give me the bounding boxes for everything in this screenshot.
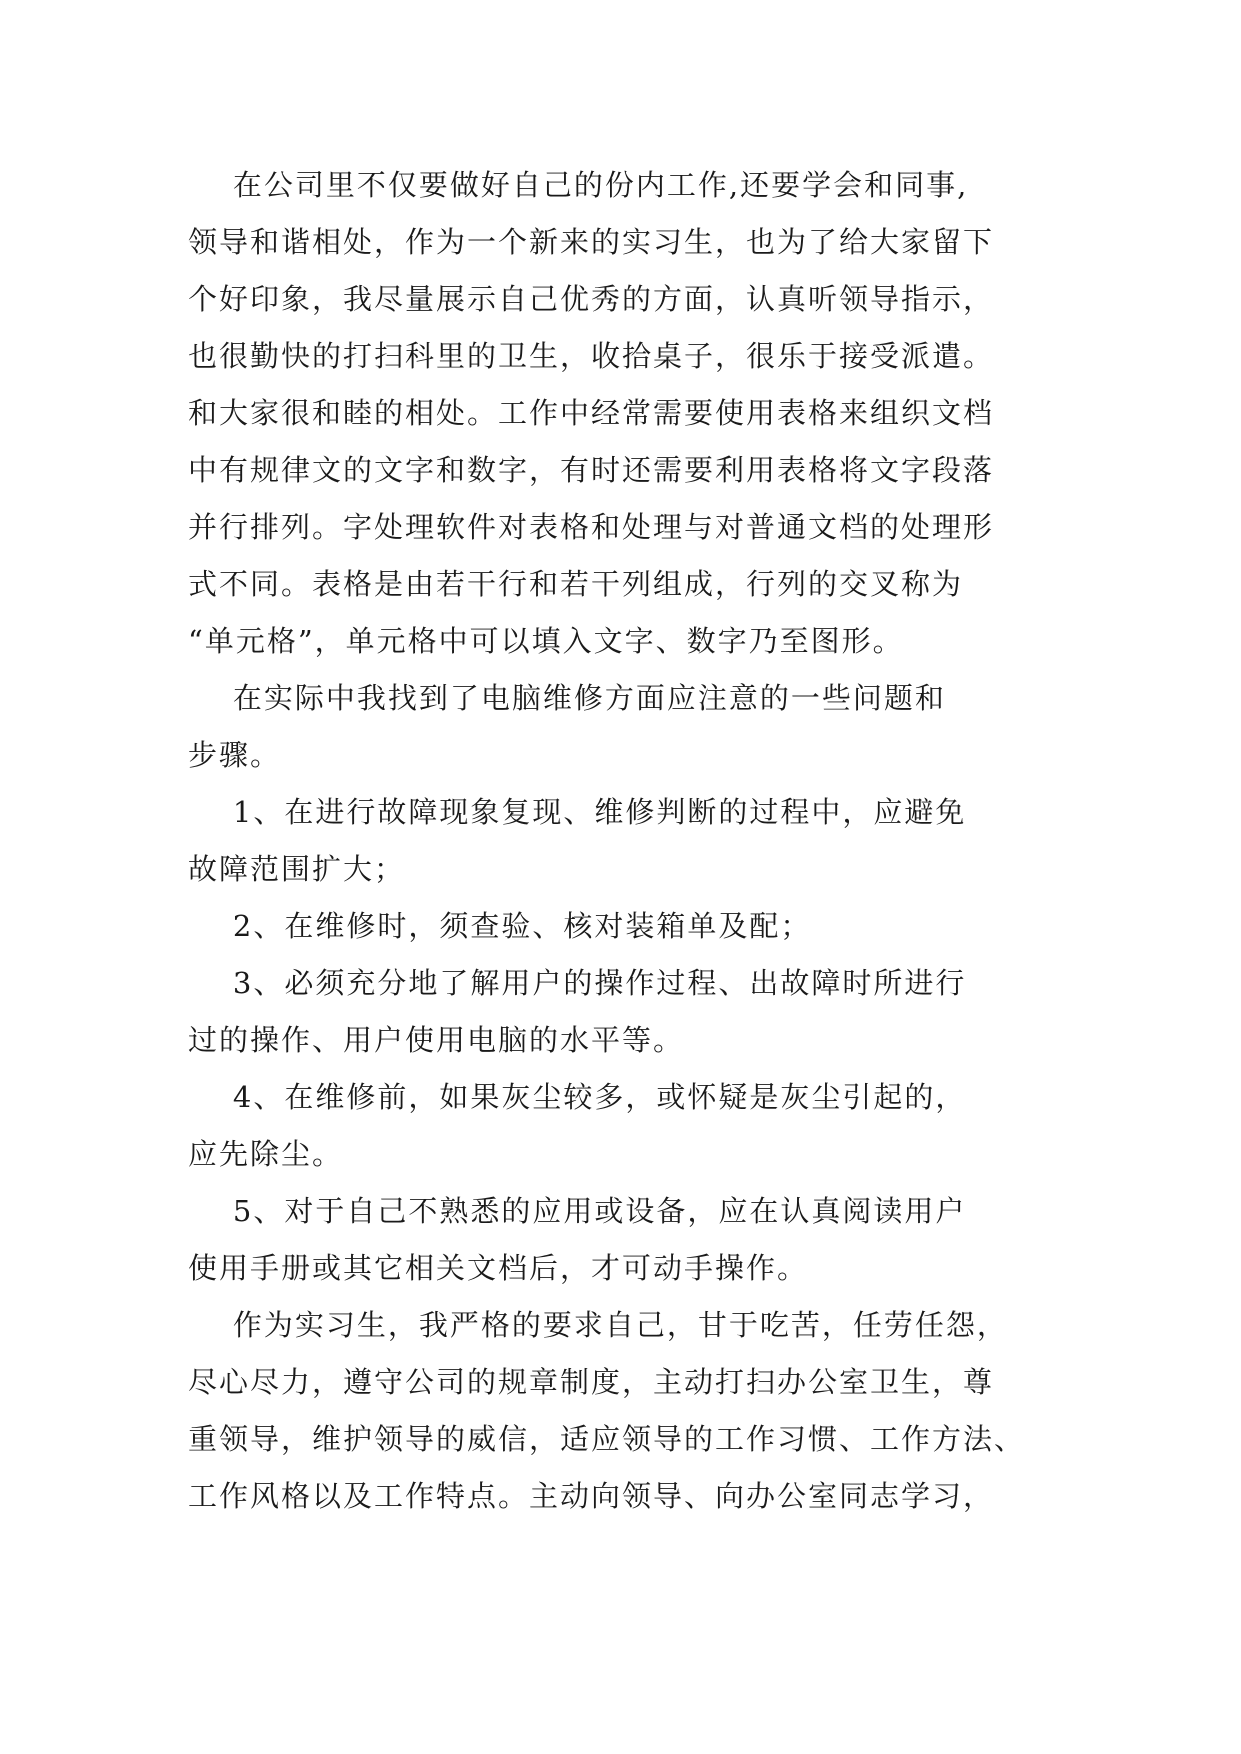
text-line: 和大家很和睦的相处。工作中经常需要使用表格来组织文档 <box>188 396 995 430</box>
text-line: 过的操作、用户使用电脑的水平等。 <box>188 1023 685 1057</box>
text-line: 领导和谐相处，作为一个新来的实习生，也为了给大家留下 <box>188 225 995 259</box>
text-line: 尽心尽力，遵守公司的规章制度，主动打扫办公室卫生，尊 <box>188 1365 995 1399</box>
text-line: 使用手册或其它相关文档后，才可动手操作。 <box>188 1251 809 1285</box>
text-line: 工作风格以及工作特点。主动向领导、向办公室同志学习， <box>188 1479 995 1513</box>
text-line: 4、在维修前，如果灰尘较多，或怀疑是灰尘引起的， <box>188 1080 967 1114</box>
text-line: 式不同。表格是由若干行和若干列组成，行列的交叉称为 <box>188 567 964 601</box>
text-line: 3、必须充分地了解用户的操作过程、出故障时所进行 <box>188 966 967 1000</box>
text-line: 2、在维修时，须查验、核对装箱单及配； <box>188 909 812 943</box>
text-line: 步骤。 <box>188 738 282 772</box>
text-line: 中有规律文的文字和数字，有时还需要利用表格将文字段落 <box>188 453 995 487</box>
text-line: 作为实习生，我严格的要求自己，甘于吃苦，任劳任怨， <box>188 1308 1008 1342</box>
text-line: 故障范围扩大； <box>188 852 406 886</box>
text-line: 并行排列。字处理软件对表格和处理与对普通文档的处理形 <box>188 510 995 544</box>
text-line: 在实际中我找到了电脑维修方面应注意的一些问题和 <box>188 681 946 715</box>
text-line: 1、在进行故障现象复现、维修判断的过程中，应避免 <box>188 795 967 829</box>
text-line: 应先除尘。 <box>188 1137 344 1171</box>
text-line: 个好印象，我尽量展示自己优秀的方面，认真听领导指示， <box>188 282 995 316</box>
text-line: “单元格”，单元格中可以填入文字、数字乃至图形。 <box>188 624 904 658</box>
text-line: 重领导，维护领导的威信，适应领导的工作习惯、工作方法、 <box>188 1422 1026 1456</box>
text-line: 在公司里不仅要做好自己的份内工作,还要学会和同事, <box>188 168 969 202</box>
text-line: 5、对于自己不熟悉的应用或设备，应在认真阅读用户 <box>188 1194 967 1228</box>
text-line: 也很勤快的打扫科里的卫生，收拾桌子，很乐于接受派遣。 <box>188 339 995 373</box>
